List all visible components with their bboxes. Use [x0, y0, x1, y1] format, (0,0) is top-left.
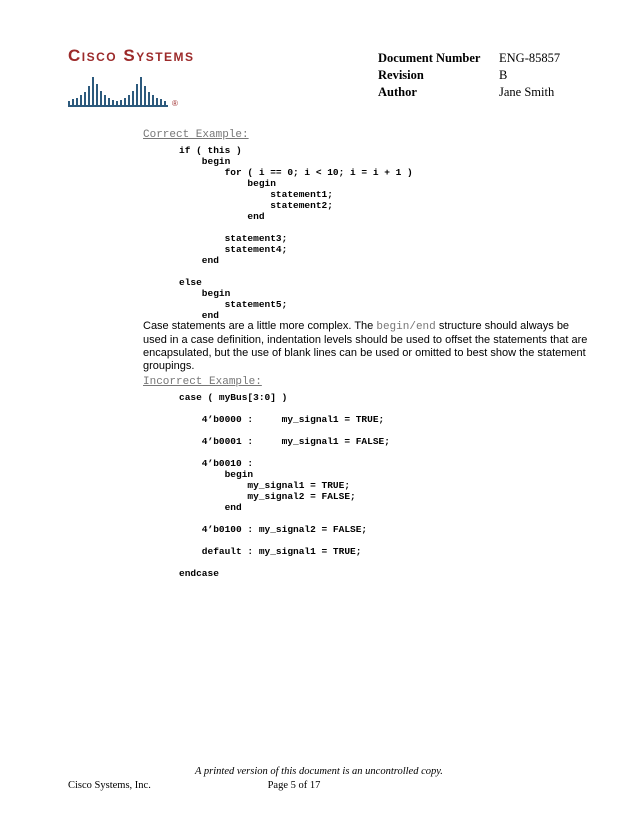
meta-label: Document Number [378, 51, 481, 65]
meta-label: Author [378, 85, 417, 99]
logo-text-isco: ISCO [81, 50, 118, 64]
meta-label: Revision [378, 68, 424, 82]
logo-text-ystems: YSTEMS [136, 50, 195, 64]
logo-letter-s: S [123, 46, 137, 65]
trademark-mark: ® [172, 99, 178, 108]
footer-company: Cisco Systems, Inc. [68, 780, 151, 791]
paragraph-text-start: Case statements are a little more complex. The [143, 320, 377, 332]
case-statement-paragraph [143, 320, 593, 373]
paragraph-text-end: structure should always be used in a case definition, indentation levels should be used to offset the statements that are encapsulated, but the use of blank lines can be used or omitted to best show the statement groupings. [143, 320, 588, 372]
incorrect-example-code: case ( myBus[3:0] ) 4’b0000 : my_signal1 = TRUE; 4’b0001 : my_signal1 = FALSE; 4’b0010 : begin my_signal1 = TRUE; my_signal2 = FALSE; end 4’b0100 : my_signal2 = FALSE; default : my_signal1 = TRUE; endcase [179, 392, 390, 579]
logo-wordmark [68, 46, 195, 67]
meta-value: ENG-85857 [499, 51, 561, 65]
uncontrolled-copy-note: A printed version of this document is an uncontrolled copy. [195, 766, 443, 777]
inline-code: begin/end [376, 321, 436, 333]
meta-value: B [499, 68, 508, 82]
cisco-logo [68, 46, 195, 108]
incorrect-example-label: Incorrect Example: [143, 376, 262, 388]
page-number: Page 5 of 17 [267, 780, 321, 791]
bridge-bars-icon [68, 68, 180, 108]
meta-value: Jane Smith [499, 85, 555, 99]
logo-letter-c: C [68, 46, 82, 65]
correct-example-code: if ( this ) begin for ( i == 0; i < 10; i = i + 1 ) begin statement1; statement2; end statement3; statement4; end else begin statement5; end [179, 145, 413, 321]
correct-example-label: Correct Example: [143, 129, 249, 141]
